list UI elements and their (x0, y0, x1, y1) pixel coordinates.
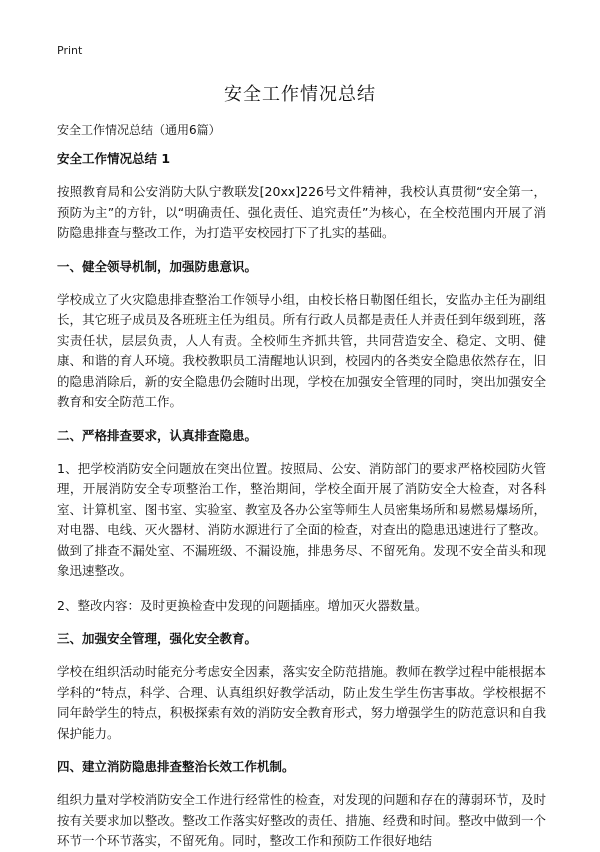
section-2-paragraph-2: 2、整改内容：及时更换检查中发现的问题插座。增加灭火器数量。 (57, 597, 428, 613)
section-1-paragraph: 学校成立了火灾隐患排查整治工作领导小组，由校长格日勒图任组长，安监办主任为副组长，其它班子成员及各班班主任为组员。所有行政人员都是责任人并责任到年级到班，落实责任状，层层负责，人人有责。全校师生齐抓共管，共同营造安全、稳定、文明、健康、和谐的育人环境。我校教职员工清醒地认识到，校园内的各类安全隐患依然存在，旧的隐患消除后，新的安全隐患仍会随时出现，学校在加强安全管理的同时，突出加强安全教育和安全防范工作。 (57, 291, 546, 409)
page-title: 安全工作情况总结 (224, 84, 376, 105)
section-2-paragraph-1: 1、把学校消防安全问题放在突出位置。按照局、公安、消防部门的要求严格校园防火管理，开展消防安全专项整治工作，整治期间，学校全面开展了消防安全大检查，对各科室、计算机室、图书室、实验室、教室及各办公室等师生人员密集场所和易燃易爆场所，对电器、电线、灭火器材、消防水源进行了全面的检查，对查出的隐患迅速进行了整改。做到了排查不漏处室、不漏班级、不漏设施，排患务尽、不留死角。发现不安全苗头和现象迅速整改。 (57, 460, 546, 578)
print-link[interactable]: Print (57, 44, 83, 57)
article-body (57, 150, 546, 852)
section-heading-1: 一、健全领导机制，加强防患意识。 (57, 258, 258, 274)
section-heading-3: 三、加强安全管理，强化安全教育。 (57, 631, 258, 646)
article-heading: 安全工作情况总结 1 (57, 151, 171, 166)
section-heading-4: 四、建立消防隐患排查整治长效工作机制。 (57, 759, 295, 774)
intro-paragraph: 按照教育局和公安消防大队宁教联发[20xx]226号文件精神，我校认真贯彻“安全第一，预防为主”的方针，以“明确责任、强化责任、追究责任”为核心，在全校范围内开展了消防隐患排查与整改工作，为打造平安校园打下了扎实的基础。 (57, 184, 546, 240)
document-subtitle: 安全工作情况总结（通用6篇） (57, 123, 221, 137)
section-4-paragraph: 组织力量对学校消防安全工作进行经常性的检查，对发现的问题和存在的薄弱环节，及时按有关要求加以整改。整改工作落实好整改的责任、措施、经费和时间。整改中做到一个环节一个环节落实，不留死角。同时，整改工作和预防工作很好地结 (57, 792, 546, 848)
section-3-paragraph: 学校在组织活动时能充分考虑安全因素，落实安全防范措施。教师在教学过程中能根据本学科的“特点，科学、合理、认真组织好教学活动，防止发生学生伤害事故。学校根据不同年龄学生的特点，积极探索有效的消防安全教育形式，努力增强学生的防范意识和自我保护能力。 (57, 664, 546, 741)
section-heading-2: 二、严格排查要求，认真排查隐患。 (57, 427, 258, 443)
